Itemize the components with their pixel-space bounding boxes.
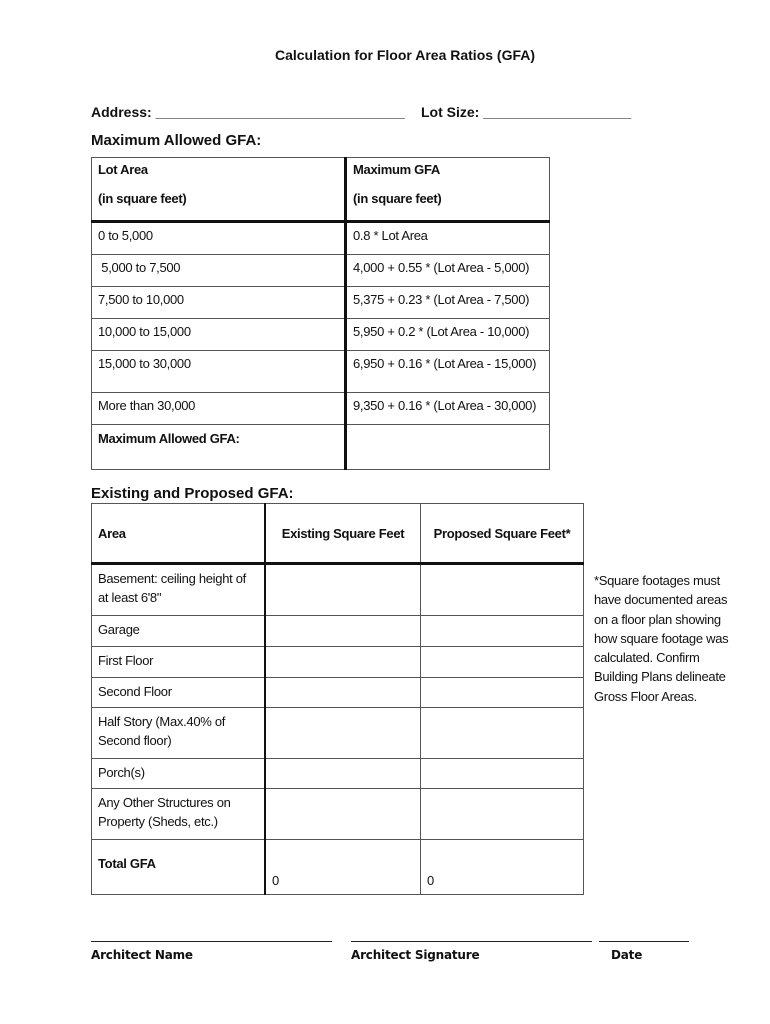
footnote: *Square footages must have documented areas on a floor plan showing how square footage was calculated. Confirm Building Plans delineate Gross Floor Areas. [594,573,729,704]
max-gfa-cell: 5,950 + 0.2 * (Lot Area - 10,000) [346,319,550,351]
architect-name-label: Architect Name [91,948,193,962]
max-allowed-row [92,425,550,470]
table-row [92,287,550,319]
max-gfa-header-line1: Maximum GFA [353,162,440,177]
existing-proposed-header-row [92,504,584,564]
existing-sqft-field[interactable] [265,759,421,789]
max-gfa-cell: 5,375 + 0.23 * (Lot Area - 7,500) [346,287,550,319]
proposed-sqft-field[interactable] [421,564,584,616]
proposed-sqft-header: Proposed Square Feet* [421,504,584,564]
table-row [92,351,550,393]
architect-signature-label: Architect Signature [351,948,480,962]
area-cell: Half Story (Max.40% of Second floor) [92,708,266,759]
max-gfa-header-line2: (in square feet) [353,191,442,206]
max-allowed-label: Maximum Allowed GFA: [92,425,346,470]
table-row [92,647,584,678]
max-gfa-cell: 4,000 + 0.55 * (Lot Area - 5,000) [346,255,550,287]
table-row [92,789,584,840]
total-gfa-row [92,840,584,895]
existing-sqft-header: Existing Square Feet [265,504,421,564]
existing-sqft-field[interactable] [265,616,421,647]
table-row [92,708,584,759]
address-field[interactable]: Address: ________________________________ [91,104,405,120]
table-row [92,564,584,616]
table-row [92,678,584,708]
lot-area-cell: 5,000 to 7,500 [92,255,346,287]
architect-signature-line[interactable] [351,941,592,942]
table-row [92,319,550,351]
lot-area-cell: 10,000 to 15,000 [92,319,346,351]
area-header: Area [92,504,266,564]
proposed-sqft-field[interactable] [421,759,584,789]
table-row [92,255,550,287]
page-title: Calculation for Floor Area Ratios (GFA) [274,47,536,63]
existing-sqft-field[interactable] [265,708,421,759]
max-gfa-cell: 9,350 + 0.16 * (Lot Area - 30,000) [346,393,550,425]
max-gfa-header-row [92,158,550,222]
table-row [92,393,550,425]
architect-name-line[interactable] [91,941,332,942]
proposed-sqft-field[interactable] [421,616,584,647]
existing-sqft-field[interactable] [265,564,421,616]
lot-area-header-line1: Lot Area [98,162,148,177]
max-gfa-cell: 6,950 + 0.16 * (Lot Area - 15,000) [346,351,550,393]
area-cell: Second Floor [92,678,266,708]
max-gfa-header [346,158,550,222]
lot-area-cell: 0 to 5,000 [92,222,346,255]
area-cell: Any Other Structures on Property (Sheds, etc.) [92,789,266,840]
existing-sqft-field[interactable] [265,678,421,708]
total-existing-field[interactable]: 0 [265,840,421,895]
proposed-sqft-field[interactable] [421,647,584,678]
max-gfa-cell: 0.8 * Lot Area [346,222,550,255]
lot-area-header-line2: (in square feet) [98,191,187,206]
max-gfa-section-title: Maximum Allowed GFA: [91,132,262,149]
table-row [92,616,584,647]
proposed-sqft-field[interactable] [421,708,584,759]
area-cell: Garage [92,616,266,647]
total-proposed-field[interactable]: 0 [421,840,584,895]
date-label: Date [611,948,643,962]
max-gfa-table [91,157,550,470]
existing-sqft-field[interactable] [265,789,421,840]
area-cell: Basement: ceiling height of at least 6'8" [92,564,266,616]
proposed-sqft-field[interactable] [421,678,584,708]
existing-proposed-section-title: Existing and Proposed GFA: [91,485,294,502]
area-cell: First Floor [92,647,266,678]
lot-area-header [92,158,346,222]
existing-sqft-field[interactable] [265,647,421,678]
area-cell: Porch(s) [92,759,266,789]
table-row [92,759,584,789]
lot-area-cell: 7,500 to 10,000 [92,287,346,319]
lot-area-cell: More than 30,000 [92,393,346,425]
date-line[interactable] [599,941,689,942]
lot-area-cell: 15,000 to 30,000 [92,351,346,393]
existing-proposed-table [91,503,584,895]
table-row [92,222,550,255]
max-allowed-value-field[interactable] [346,425,550,470]
total-gfa-label: Total GFA [92,840,266,895]
lot-size-field[interactable]: Lot Size: ___________________ [421,104,632,120]
proposed-sqft-field[interactable] [421,789,584,840]
